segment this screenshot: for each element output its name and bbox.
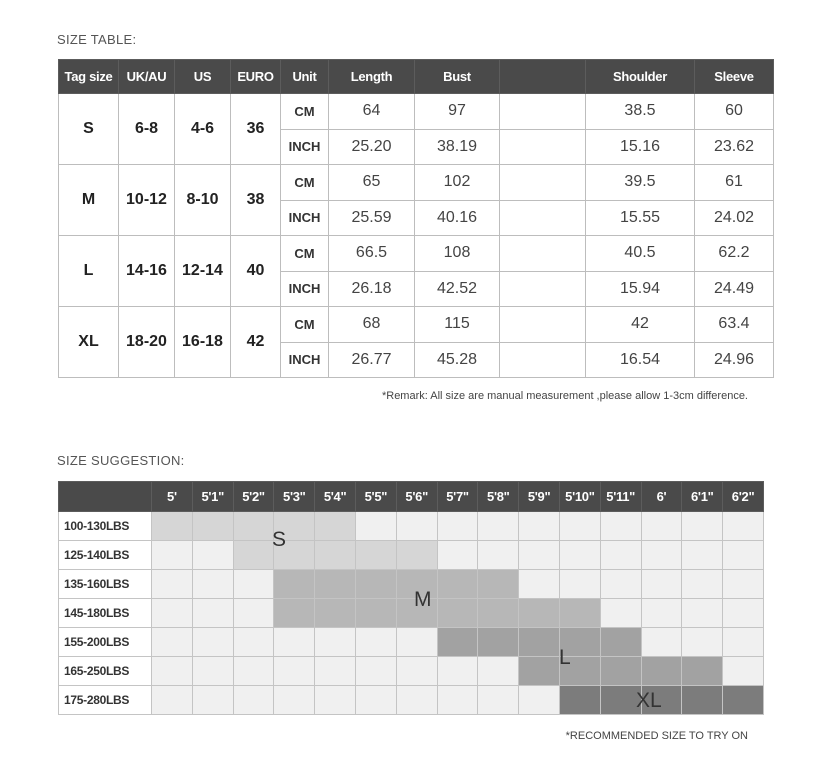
weight-label: 145-180LBS [59,599,152,628]
size-row-cm [59,165,774,201]
grid-cell [641,628,682,657]
height-header: 5'3" [274,482,315,512]
grid-cell [233,541,274,570]
weight-label: 155-200LBS [59,628,152,657]
grid-cell [723,628,764,657]
grid-cell [641,512,682,541]
grid-cell [559,541,600,570]
grid-cell [192,686,233,715]
us-cell: 12-14 [175,236,231,307]
grid-cell [233,512,274,541]
grid-cell [152,628,193,657]
blank-cell [500,236,586,272]
unit-cell: CM [281,307,329,343]
grid-cell [396,657,437,686]
blank-cell [500,200,586,236]
tag-size-cell: M [59,165,119,236]
grid-cell [152,657,193,686]
grid-cell [723,599,764,628]
grid-cell [437,599,478,628]
unit-cell: INCH [281,342,329,378]
tag-size-cell: XL [59,307,119,378]
height-header: 6'2" [723,482,764,512]
shoulder-cell: 15.94 [586,271,695,307]
grid-cell [396,541,437,570]
height-header: 5'4" [315,482,356,512]
sleeve-cell: 61 [695,165,774,201]
unit-cell: CM [281,165,329,201]
grid-cell [478,512,519,541]
unit-cell: INCH [281,129,329,165]
grid-cell [519,570,560,599]
length-cell: 64 [329,94,415,130]
bust-cell: 115 [415,307,500,343]
bust-cell: 40.16 [415,200,500,236]
grid-cell [519,686,560,715]
shoulder-cell: 15.55 [586,200,695,236]
grid-cell [559,512,600,541]
grid-cell [315,657,356,686]
grid-cell [233,599,274,628]
header-sleeve: Sleeve [695,60,774,94]
grid-cell [600,628,641,657]
size-suggestion-grid [58,481,764,715]
grid-cell [682,570,723,599]
length-cell: 65 [329,165,415,201]
shoulder-cell: 40.5 [586,236,695,272]
height-header: 5'1" [192,482,233,512]
uk-au-cell: 10-12 [119,165,175,236]
grid-cell [355,686,396,715]
grid-cell [152,541,193,570]
shoulder-cell: 39.5 [586,165,695,201]
shoulder-cell: 16.54 [586,342,695,378]
grid-cell [478,686,519,715]
grid-cell [437,686,478,715]
blank-cell [500,307,586,343]
grid-cell [682,512,723,541]
grid-cell [437,628,478,657]
grid-cell [233,628,274,657]
grid-cell [274,570,315,599]
grid-corner [59,482,152,512]
weight-label: 125-140LBS [59,541,152,570]
blank-cell [500,94,586,130]
tag-size-cell: S [59,94,119,165]
header-bust: Bust [415,60,500,94]
height-header: 5' [152,482,193,512]
bust-cell: 108 [415,236,500,272]
uk-au-cell: 18-20 [119,307,175,378]
header-tag-size: Tag size [59,60,119,94]
size-s-label: S [272,528,287,551]
height-header: 5'9" [519,482,560,512]
grid-cell [682,599,723,628]
grid-cell [478,657,519,686]
header-us: US [175,60,231,94]
bust-cell: 102 [415,165,500,201]
grid-cell [396,628,437,657]
grid-cell [600,570,641,599]
grid-cell [682,686,723,715]
blank-cell [500,342,586,378]
header-euro: EURO [231,60,281,94]
size-row-cm [59,94,774,130]
grid-cell [315,512,356,541]
grid-cell [478,541,519,570]
sleeve-cell: 24.02 [695,200,774,236]
grid-cell [233,686,274,715]
size-suggestion-title: SIZE SUGGESTION: [57,453,185,468]
remark-note: *Remark: All size are manual measurement ,please allow 1-3cm difference. [381,390,748,402]
grid-cell [682,628,723,657]
grid-cell [355,541,396,570]
grid-cell [600,657,641,686]
sleeve-cell: 24.96 [695,342,774,378]
grid-cell [274,599,315,628]
grid-cell [559,599,600,628]
euro-cell: 38 [231,165,281,236]
grid-cell [519,657,560,686]
uk-au-cell: 6-8 [119,94,175,165]
weight-row [59,541,764,570]
height-header: 5'11" [600,482,641,512]
euro-cell: 36 [231,94,281,165]
size-xl-label: XL [636,689,662,712]
us-cell: 16-18 [175,307,231,378]
grid-cell [152,570,193,599]
recommend-note: *RECOMMENDED SIZE TO TRY ON [565,730,748,742]
length-cell: 25.59 [329,200,415,236]
height-header: 5'5" [355,482,396,512]
grid-cell [315,570,356,599]
height-header: 5'8" [478,482,519,512]
sleeve-cell: 24.49 [695,271,774,307]
size-table [58,59,774,378]
grid-cell [192,599,233,628]
bust-cell: 97 [415,94,500,130]
grid-cell [478,570,519,599]
bust-cell: 42.52 [415,271,500,307]
grid-cell [192,628,233,657]
grid-cell [437,541,478,570]
weight-label: 135-160LBS [59,570,152,599]
length-cell: 26.18 [329,271,415,307]
length-cell: 66.5 [329,236,415,272]
unit-cell: CM [281,236,329,272]
grid-cell [723,570,764,599]
grid-cell [233,657,274,686]
grid-cell [315,686,356,715]
grid-cell [192,570,233,599]
grid-cell [315,599,356,628]
grid-cell [682,541,723,570]
grid-cell [396,686,437,715]
uk-au-cell: 14-16 [119,236,175,307]
header-unit: Unit [281,60,329,94]
grid-cell [315,541,356,570]
grid-cell [355,570,396,599]
bust-cell: 38.19 [415,129,500,165]
weight-label: 165-250LBS [59,657,152,686]
grid-cell [641,570,682,599]
grid-cell [315,628,356,657]
grid-cell [519,599,560,628]
weight-row [59,657,764,686]
grid-cell [274,657,315,686]
bust-cell: 45.28 [415,342,500,378]
tag-size-cell: L [59,236,119,307]
size-row-cm [59,307,774,343]
grid-cell [723,541,764,570]
grid-cell [519,512,560,541]
height-header: 6'1" [682,482,723,512]
unit-cell: INCH [281,271,329,307]
length-cell: 26.77 [329,342,415,378]
sleeve-cell: 63.4 [695,307,774,343]
shoulder-cell: 38.5 [586,94,695,130]
grid-cell [600,541,641,570]
size-table-header-row [59,60,774,94]
size-l-label: L [559,646,571,669]
size-table-title: SIZE TABLE: [57,32,137,47]
size-m-label: M [414,588,432,611]
us-cell: 8-10 [175,165,231,236]
weight-row [59,599,764,628]
sleeve-cell: 62.2 [695,236,774,272]
grid-cell [355,628,396,657]
grid-cell [641,541,682,570]
grid-cell [396,512,437,541]
grid-cell [641,657,682,686]
weight-row [59,512,764,541]
euro-cell: 42 [231,307,281,378]
grid-cell [437,657,478,686]
header-shoulder: Shoulder [586,60,695,94]
weight-row [59,570,764,599]
header-length: Length [329,60,415,94]
blank-cell [500,271,586,307]
size-row-cm [59,236,774,272]
grid-cell [274,628,315,657]
height-header: 6' [641,482,682,512]
shoulder-cell: 42 [586,307,695,343]
length-cell: 68 [329,307,415,343]
grid-cell [437,570,478,599]
grid-cell [519,541,560,570]
height-header-row [59,482,764,512]
sleeve-cell: 60 [695,94,774,130]
length-cell: 25.20 [329,129,415,165]
shoulder-cell: 15.16 [586,129,695,165]
blank-cell [500,165,586,201]
grid-cell [519,628,560,657]
height-header: 5'10" [559,482,600,512]
blank-cell [500,129,586,165]
grid-cell [192,657,233,686]
weight-row [59,628,764,657]
unit-cell: CM [281,94,329,130]
height-header: 5'2" [233,482,274,512]
grid-cell [152,512,193,541]
grid-cell [478,599,519,628]
sleeve-cell: 23.62 [695,129,774,165]
weight-label: 175-280LBS [59,686,152,715]
height-header: 5'6" [396,482,437,512]
grid-cell [600,512,641,541]
grid-cell [152,599,193,628]
grid-cell [437,512,478,541]
grid-cell [682,657,723,686]
grid-cell [355,512,396,541]
grid-cell [192,541,233,570]
grid-cell [274,686,315,715]
grid-cell [478,628,519,657]
unit-cell: INCH [281,200,329,236]
grid-cell [600,599,641,628]
grid-cell [723,657,764,686]
euro-cell: 40 [231,236,281,307]
grid-cell [559,570,600,599]
grid-cell [600,686,641,715]
grid-cell [355,657,396,686]
grid-cell [192,512,233,541]
grid-cell [641,599,682,628]
grid-cell [233,570,274,599]
grid-cell [723,686,764,715]
us-cell: 4-6 [175,94,231,165]
grid-cell [152,686,193,715]
grid-cell [559,686,600,715]
header-blank [500,60,586,94]
grid-cell [355,599,396,628]
grid-cell [723,512,764,541]
header-uk-au: UK/AU [119,60,175,94]
height-header: 5'7" [437,482,478,512]
weight-label: 100-130LBS [59,512,152,541]
